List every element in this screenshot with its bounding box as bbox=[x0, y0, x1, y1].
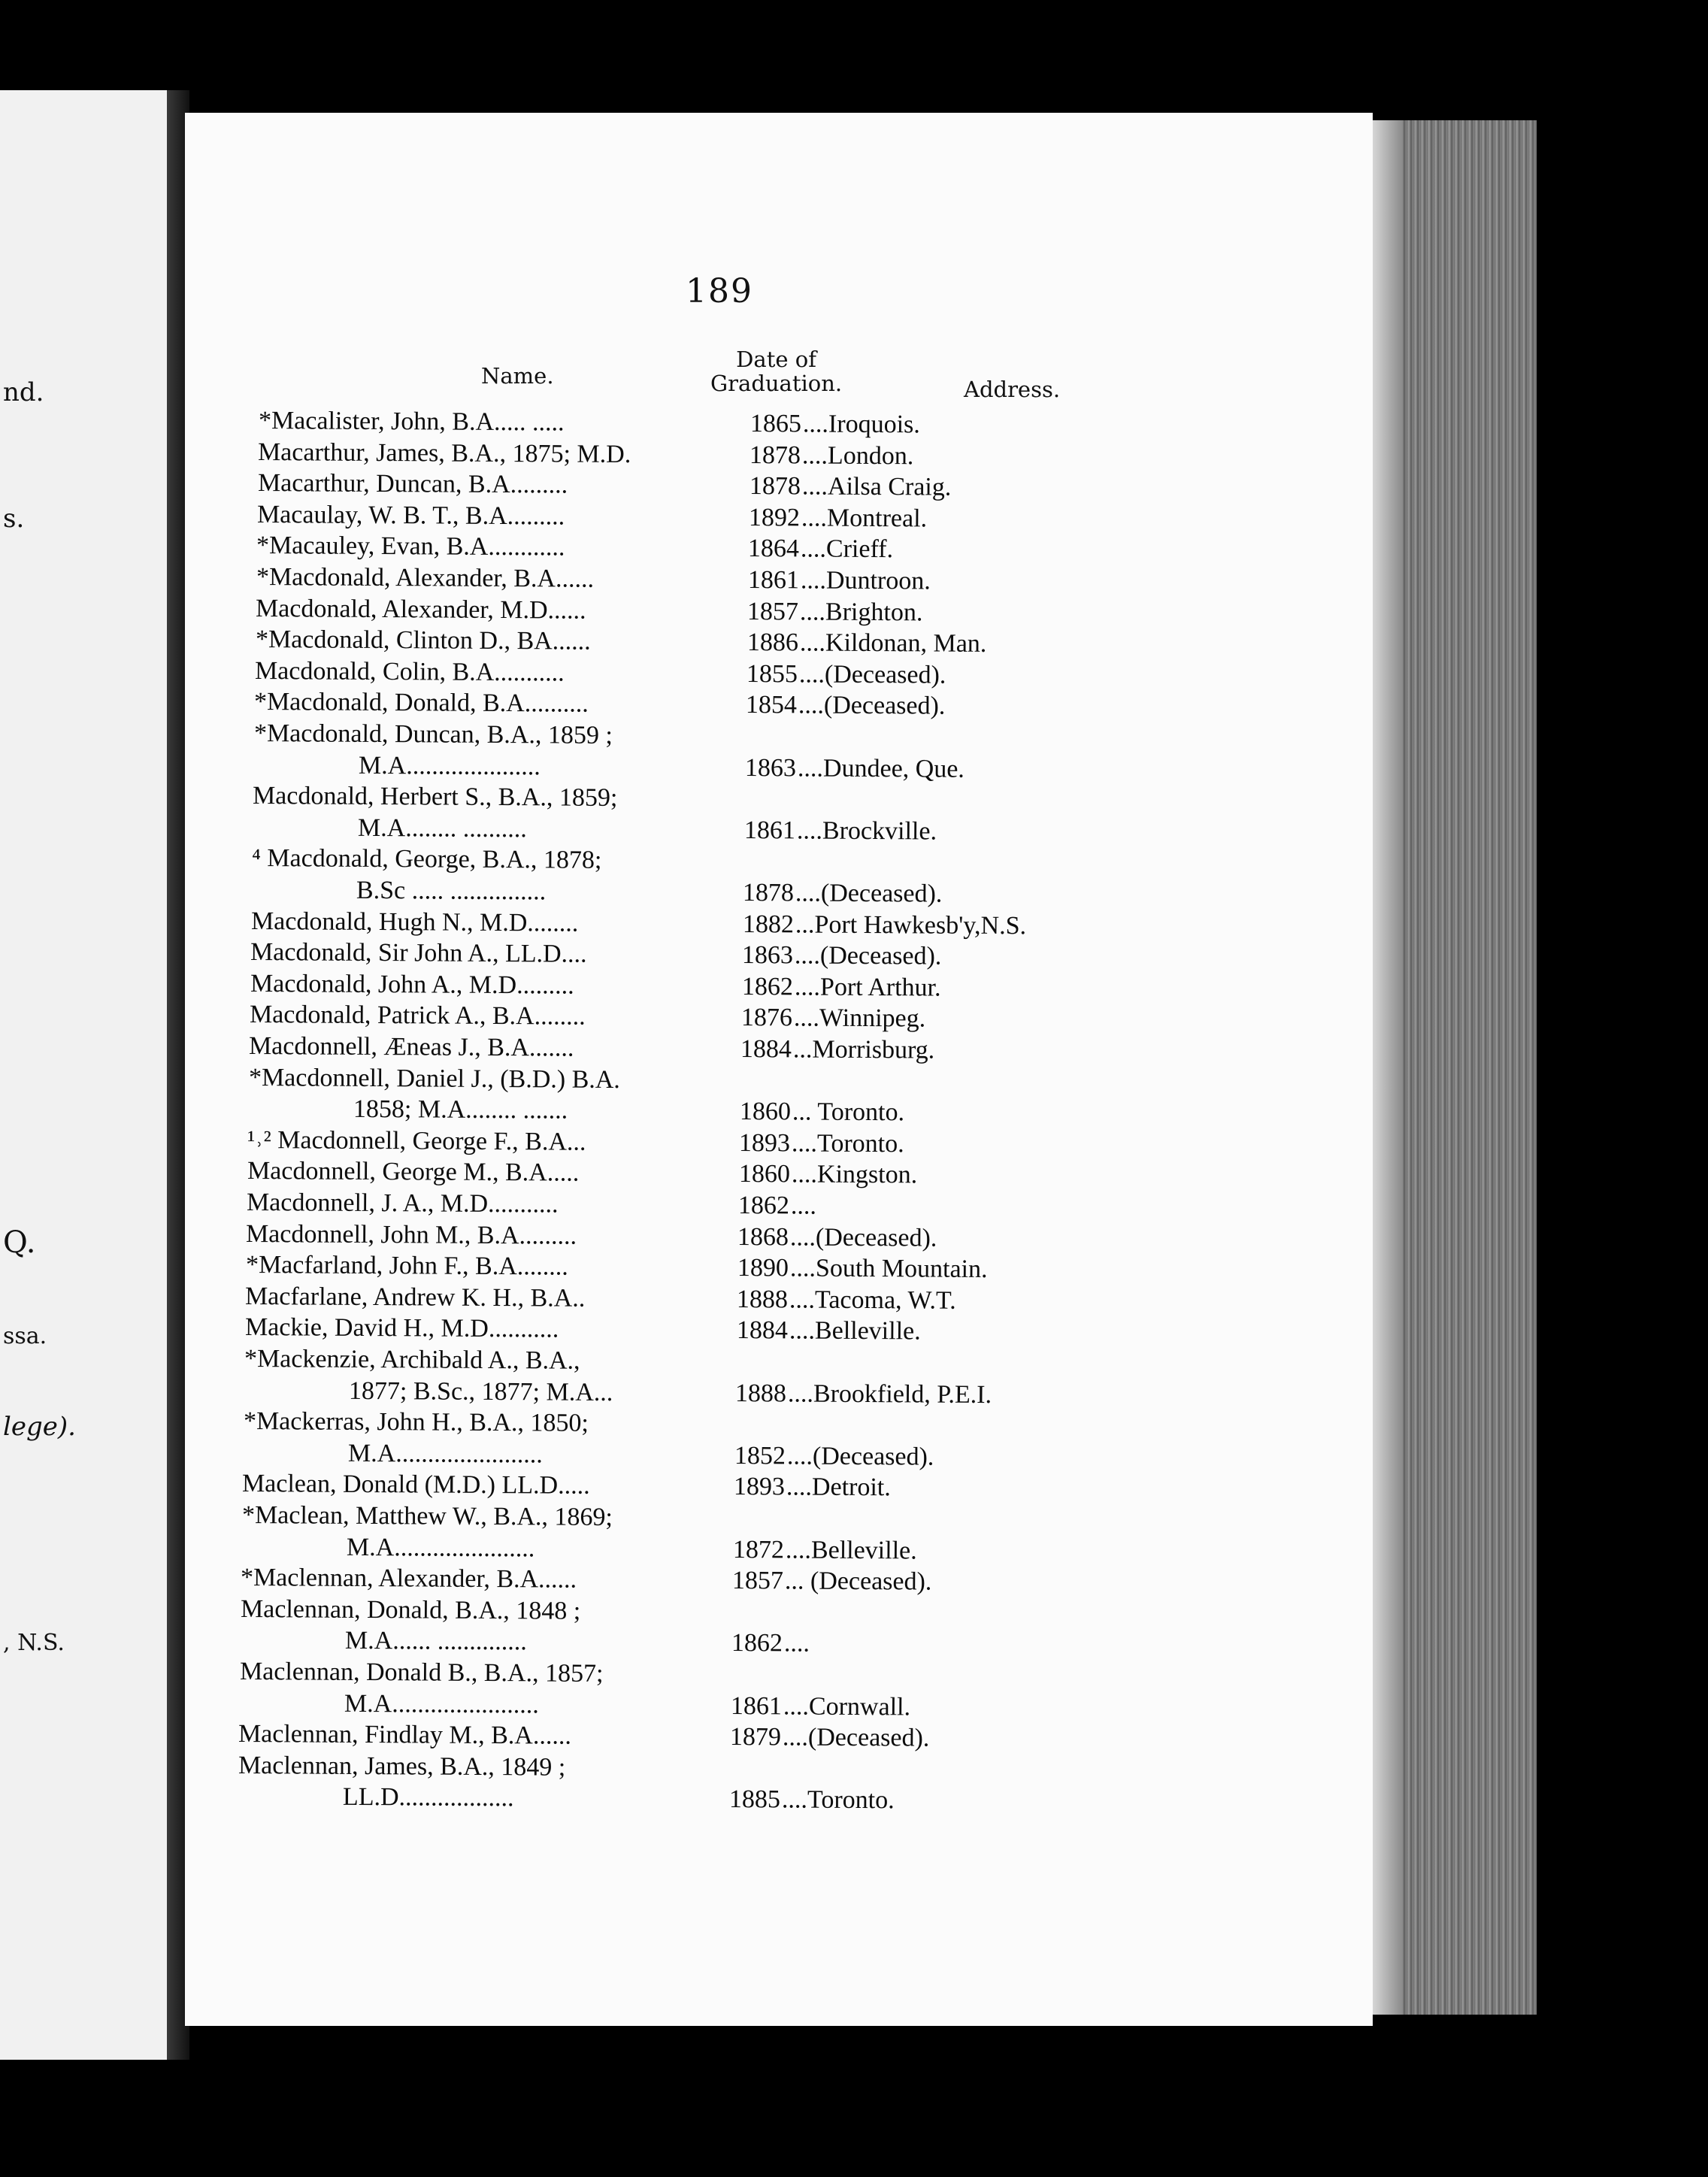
left-page-fragment: nd. bbox=[3, 377, 44, 407]
graduate-address: ....Montreal. bbox=[801, 504, 928, 533]
graduation-year: 1878 bbox=[743, 878, 795, 907]
graduate-name: LL.D.................. bbox=[342, 1783, 514, 1812]
graduate-name: *Macdonnell, Daniel J., (B.D.) B.A. bbox=[248, 1063, 620, 1094]
graduation-year: 1861 bbox=[730, 1691, 783, 1721]
graduate-address: ... Toronto. bbox=[792, 1098, 905, 1127]
graduate-name: Macdonnell, George M., B.A..... bbox=[247, 1157, 580, 1188]
graduate-name: ¹˒² Macdonnell, George F., B.A... bbox=[247, 1125, 586, 1156]
column-header-date-line1: Date of bbox=[736, 347, 816, 372]
graduate-name: Macdonnell, J. A., M.D........... bbox=[246, 1188, 559, 1219]
graduate-name: *Maclennan, Alexander, B.A...... bbox=[241, 1564, 577, 1594]
graduate-name: Mackie, David H., M.D........... bbox=[244, 1313, 559, 1343]
graduate-name: *Maclean, Matthew W., B.A., 1869; bbox=[241, 1501, 613, 1532]
graduation-year: 1884 bbox=[740, 1034, 792, 1064]
graduate-address: ....(Deceased). bbox=[798, 660, 946, 689]
graduate-address: ....Brookfield, P.E.I. bbox=[788, 1379, 992, 1409]
graduate-name: ⁴ Macdonald, George, B.A., 1878; bbox=[251, 844, 602, 875]
graduate-address: ....Cornwall. bbox=[783, 1692, 911, 1721]
graduate-address: ...Morrisburg. bbox=[793, 1035, 935, 1064]
graduate-name: Macdonald, John A., M.D......... bbox=[250, 969, 574, 1000]
graduation-year: 1865 bbox=[750, 409, 802, 438]
graduate-address: ....Crieff. bbox=[801, 534, 894, 564]
graduation-year: 1854 bbox=[746, 691, 798, 719]
left-page-fragment: , N.S. bbox=[3, 1630, 65, 1656]
graduation-year: 1893 bbox=[734, 1473, 786, 1501]
graduate-address: ....(Deceased). bbox=[795, 879, 943, 908]
graduate-name: Macdonnell, Æneas J., B.A....... bbox=[249, 1032, 574, 1062]
left-page-fragment: ssa. bbox=[3, 1323, 47, 1349]
graduate-address: ....London. bbox=[802, 441, 914, 470]
graduation-year: 1868 bbox=[737, 1222, 789, 1252]
graduation-year: 1863 bbox=[742, 941, 794, 970]
graduation-year: 1857 bbox=[747, 597, 799, 626]
column-header-date bbox=[710, 347, 842, 395]
graduate-address: ....(Deceased). bbox=[786, 1442, 934, 1471]
page-edge-shadow bbox=[1373, 120, 1403, 2015]
graduate-name: *Macdonald, Duncan, B.A., 1859 ; bbox=[253, 719, 613, 749]
column-header-name: Name. bbox=[481, 363, 554, 389]
graduate-address: ....Iroquois. bbox=[802, 410, 920, 439]
graduation-year: 1892 bbox=[748, 503, 801, 532]
graduate-address: ....Dundee, Que. bbox=[797, 754, 965, 783]
graduate-name: M.A...... .............. bbox=[345, 1627, 528, 1656]
graduation-year: 1861 bbox=[747, 565, 799, 595]
graduate-address: ....Brockville. bbox=[796, 816, 937, 846]
graduate-name: *Macauley, Evan, B.A............ bbox=[256, 531, 565, 562]
graduate-address: ....(Deceased). bbox=[790, 1223, 937, 1252]
graduate-name: Macdonald, Sir John A., LL.D.... bbox=[250, 938, 587, 968]
graduation-year: 1888 bbox=[737, 1285, 789, 1314]
graduate-address: ....Duntroon. bbox=[800, 566, 931, 595]
graduate-name: Maclennan, James, B.A., 1849 ; bbox=[238, 1751, 566, 1782]
graduate-address: ....Port Arthur. bbox=[794, 973, 941, 1002]
graduate-address: ....South Mountain. bbox=[789, 1254, 988, 1284]
graduate-name: 1858; M.A........ ....... bbox=[353, 1095, 568, 1125]
graduate-address: ....Belleville. bbox=[785, 1536, 917, 1565]
graduation-year: 1878 bbox=[749, 472, 801, 501]
graduate-address: ...Port Hawkesb'y,N.S. bbox=[795, 910, 1027, 940]
graduate-name: *Macdonald, Clinton D., BA...... bbox=[255, 625, 591, 656]
graduation-year: 1862 bbox=[737, 1191, 790, 1220]
graduate-address: ....Winnipeg. bbox=[793, 1004, 926, 1033]
graduate-address: ....Detroit. bbox=[786, 1473, 892, 1502]
graduation-year: 1882 bbox=[742, 910, 794, 939]
graduate-name: B.Sc ..... ............... bbox=[356, 876, 547, 906]
graduate-name: *Macdonald, Donald, B.A.......... bbox=[254, 688, 589, 719]
column-header-address: Address. bbox=[964, 377, 1061, 402]
graduate-name: Maclennan, Findlay M., B.A...... bbox=[238, 1720, 572, 1750]
graduate-name: M.A..................... bbox=[358, 751, 541, 780]
graduate-name: Maclennan, Donald B., B.A., 1857; bbox=[239, 1658, 604, 1688]
graduation-year: 1863 bbox=[744, 753, 797, 783]
graduate-address: ....Kingston. bbox=[791, 1160, 918, 1189]
graduate-name: *Mackenzie, Archibald A., B.A., bbox=[244, 1345, 580, 1375]
graduation-year: 1888 bbox=[735, 1379, 787, 1408]
graduate-name: Maclean, Donald (M.D.) LL.D..... bbox=[242, 1470, 591, 1500]
graduate-name: Macarthur, James, B.A., 1875; M.D. bbox=[258, 438, 631, 468]
graduate-name: 1877; B.Sc., 1877; M.A... bbox=[349, 1376, 613, 1406]
graduation-year: 1860 bbox=[739, 1098, 792, 1126]
column-header-date-line2: Graduation. bbox=[710, 371, 843, 396]
graduate-name: M.A...................... bbox=[346, 1533, 535, 1562]
graduate-name: Macarthur, Duncan, B.A......... bbox=[257, 469, 568, 499]
graduate-address: ....(Deceased). bbox=[795, 941, 942, 970]
graduation-year: 1872 bbox=[732, 1535, 785, 1564]
graduation-year: 1885 bbox=[728, 1785, 781, 1814]
graduate-name: Macfarlane, Andrew K. H., B.A.. bbox=[245, 1282, 586, 1313]
graduation-year: 1878 bbox=[750, 441, 801, 470]
graduate-address: .... bbox=[790, 1191, 817, 1220]
graduate-address: ....Kildonan, Man. bbox=[799, 628, 986, 659]
graduate-name: Macdonald, Hugh N., M.D........ bbox=[250, 907, 579, 937]
graduation-year: 1862 bbox=[731, 1629, 783, 1658]
graduation-year: 1884 bbox=[736, 1316, 788, 1345]
graduation-year: 1864 bbox=[748, 534, 800, 563]
graduate-name: M.A........ .......... bbox=[357, 813, 527, 843]
graduate-address: ....(Deceased). bbox=[798, 691, 946, 721]
graduate-name: *Macdonald, Alexander, B.A...... bbox=[256, 563, 594, 593]
left-page-fragment: Q. bbox=[3, 1225, 36, 1260]
left-page-fragment: s. bbox=[3, 504, 25, 534]
graduate-name: Macdonald, Herbert S., B.A., 1859; bbox=[253, 782, 618, 813]
graduate-name: M.A....................... bbox=[347, 1439, 543, 1469]
graduate-name: Macdonald, Alexander, M.D...... bbox=[256, 594, 586, 625]
graduation-year: 1879 bbox=[730, 1723, 782, 1752]
graduate-address: ....Tacoma, W.T. bbox=[789, 1285, 956, 1315]
graduation-year: 1860 bbox=[738, 1160, 790, 1188]
graduation-year: 1852 bbox=[734, 1441, 786, 1470]
graduate-address: ....Ailsa Craig. bbox=[801, 472, 952, 501]
graduate-name: Macdonald, Patrick A., B.A........ bbox=[249, 1001, 586, 1031]
graduation-year: 1890 bbox=[737, 1254, 789, 1282]
graduate-address: ....Brighton. bbox=[800, 598, 923, 627]
graduate-name: *Mackerras, John H., B.A., 1850; bbox=[243, 1407, 589, 1437]
left-page-fragment: lege). bbox=[3, 1412, 76, 1442]
graduation-year: 1857 bbox=[732, 1567, 784, 1595]
graduate-address: .... bbox=[784, 1629, 810, 1658]
graduation-year: 1855 bbox=[746, 659, 798, 689]
graduation-year: 1862 bbox=[741, 972, 793, 1001]
page-number: 189 bbox=[686, 272, 753, 310]
graduate-name: Macaulay, W. B. T., B.A......... bbox=[256, 500, 565, 531]
graduate-name: *Macalister, John, B.A..... ..... bbox=[258, 407, 565, 437]
graduate-name: M.A....................... bbox=[344, 1689, 539, 1719]
graduation-year: 1861 bbox=[743, 816, 795, 845]
graduate-address: ....Belleville. bbox=[789, 1316, 921, 1346]
graduation-year: 1893 bbox=[739, 1128, 791, 1158]
graduation-year: 1876 bbox=[740, 1004, 793, 1032]
graduate-address: ....Toronto. bbox=[781, 1785, 895, 1815]
graduate-address: ....Toronto. bbox=[792, 1129, 905, 1158]
graduate-address: ... (Deceased). bbox=[785, 1567, 932, 1596]
graduate-name: Maclennan, Donald, B.A., 1848 ; bbox=[240, 1594, 581, 1625]
graduate-name: Macdonald, Colin, B.A........... bbox=[254, 656, 565, 687]
left-page-margin bbox=[0, 90, 167, 2060]
graduate-name: *Macfarland, John F., B.A........ bbox=[245, 1251, 568, 1281]
graduate-name: Macdonnell, John M., B.A......... bbox=[246, 1219, 577, 1250]
graduate-address: ....(Deceased). bbox=[783, 1723, 930, 1752]
graduation-year: 1886 bbox=[746, 628, 798, 657]
